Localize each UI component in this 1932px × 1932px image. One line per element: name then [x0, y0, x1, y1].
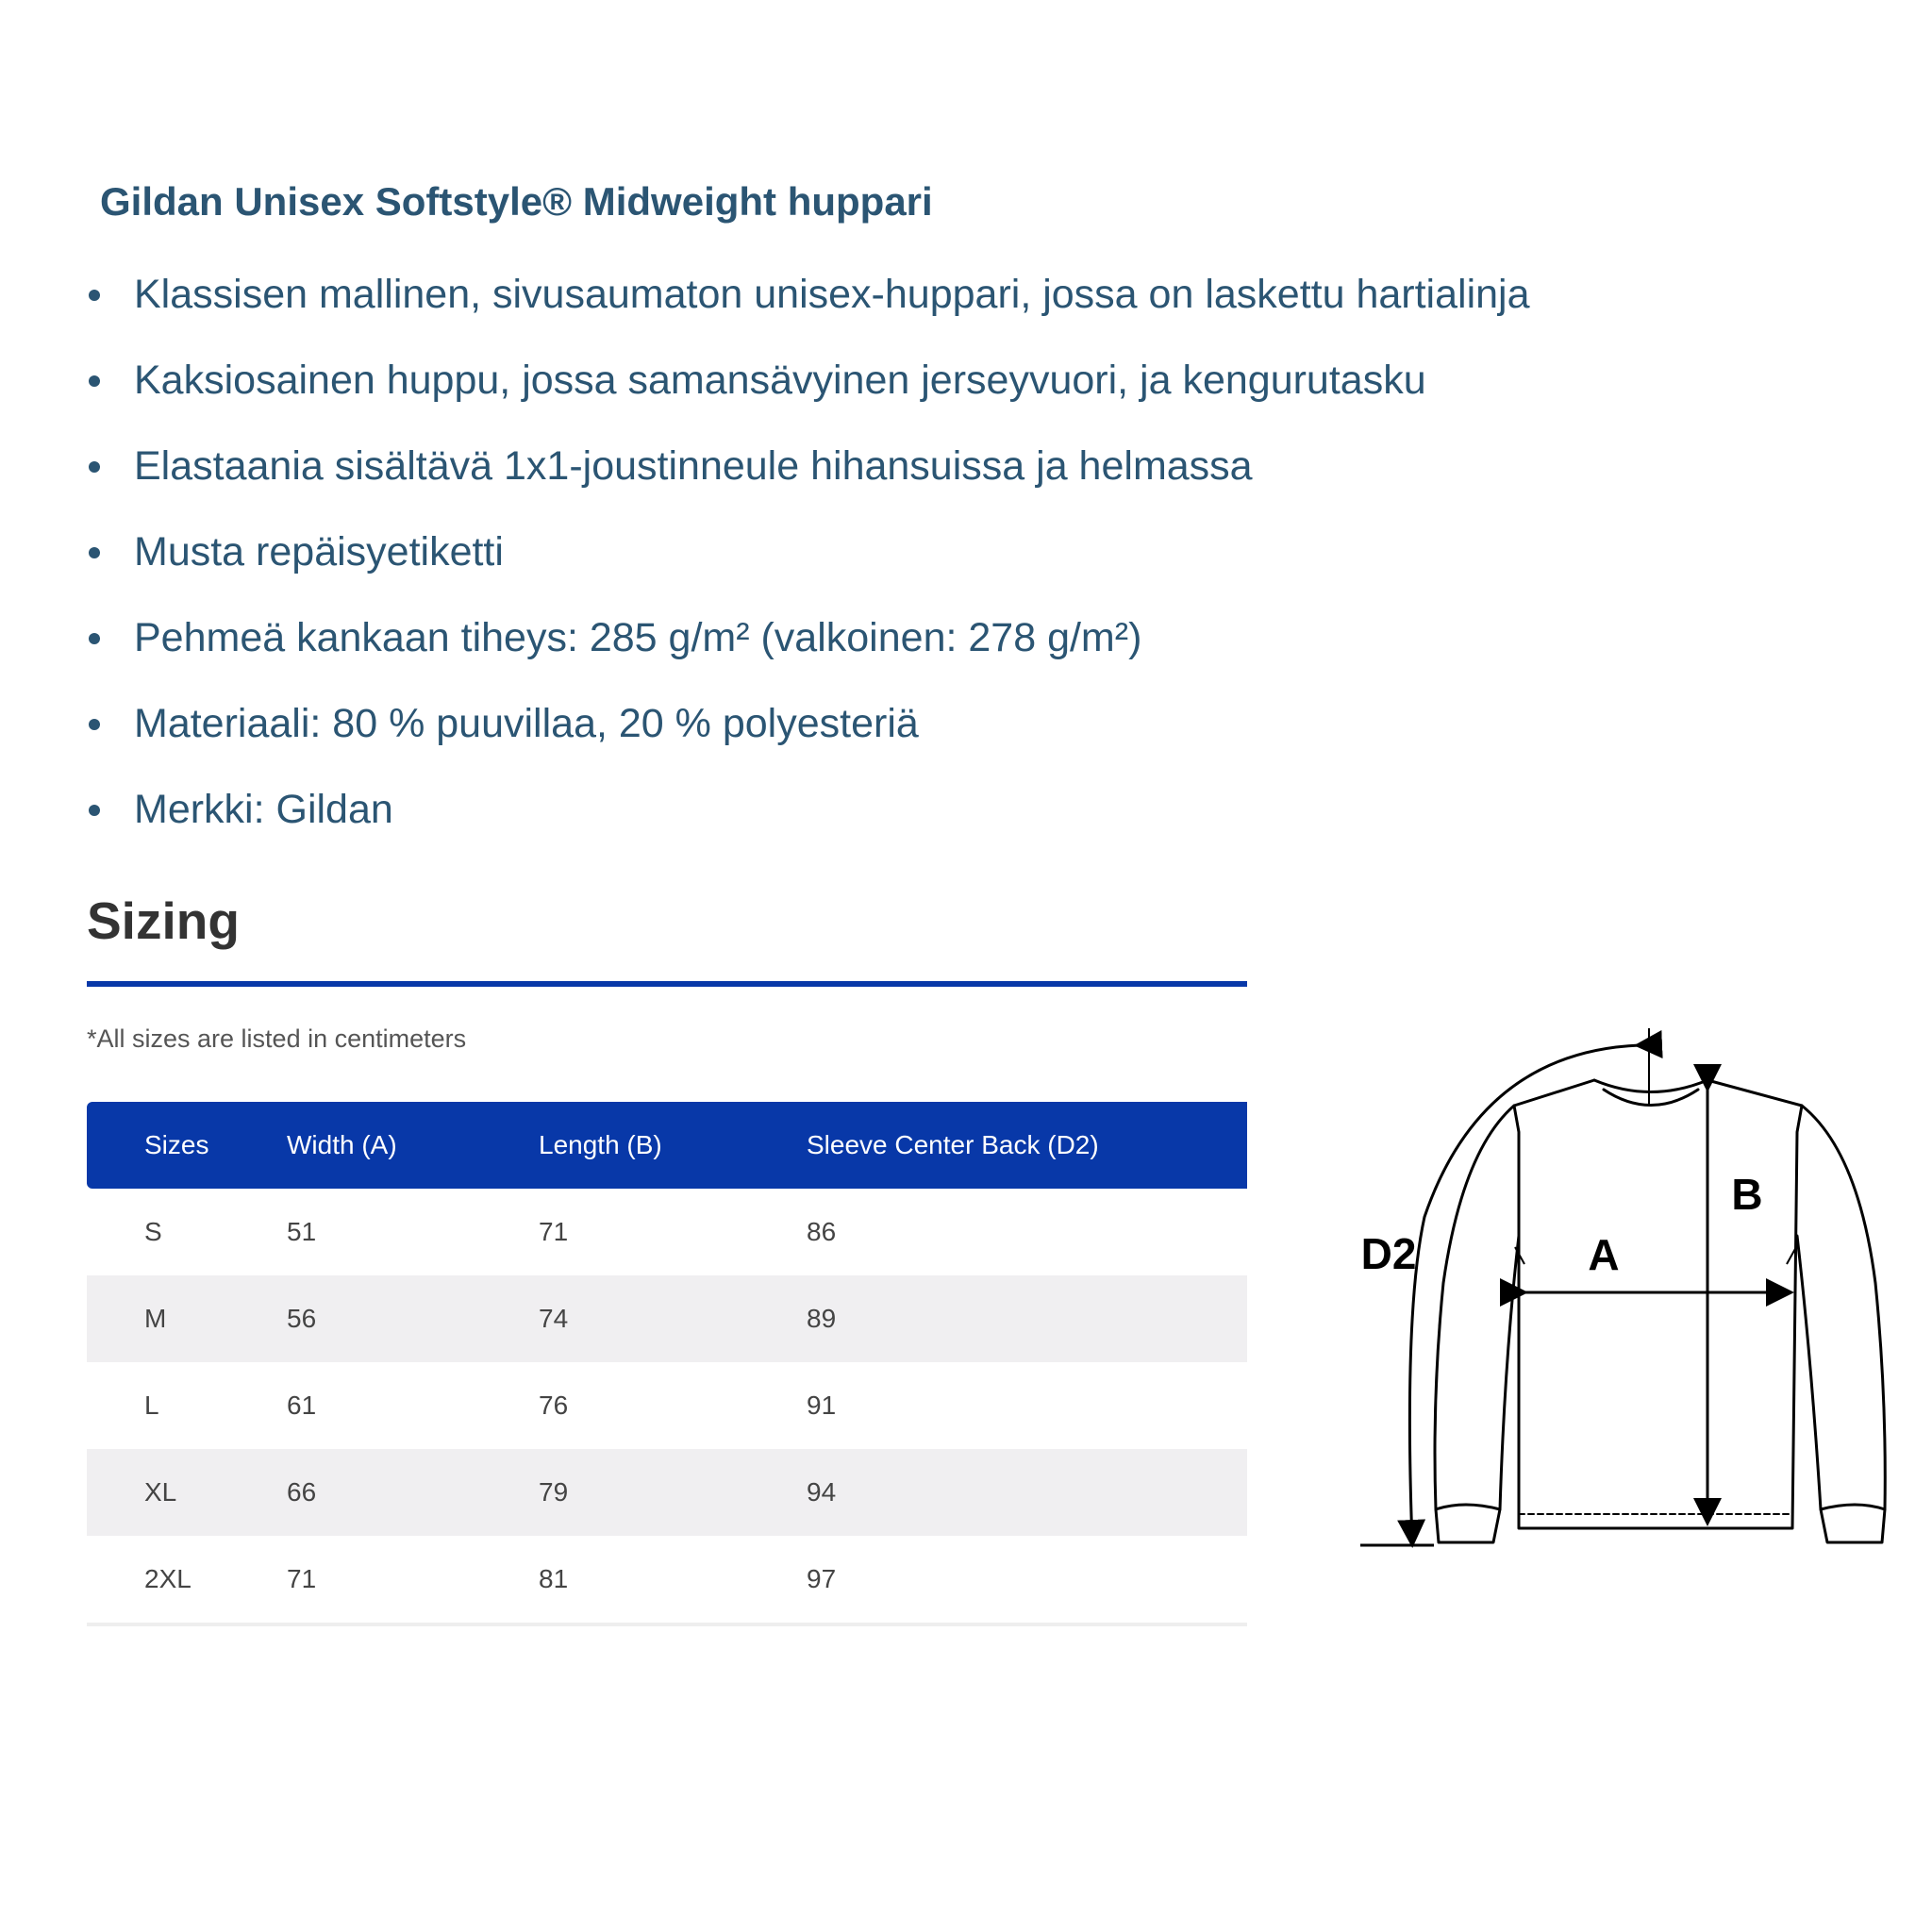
feature-item — [83, 512, 1530, 598]
header-sizes: Sizes — [144, 1130, 209, 1159]
sleeve-cell: 86 — [807, 1217, 837, 1246]
feature-item — [83, 341, 1530, 426]
feature-text: Klassisen mallinen, sivusaumaton unisex-huppari, jossa on laskettu hartialinja — [134, 272, 1530, 317]
feature-text: Musta repäisyetiketti — [134, 529, 504, 575]
bullet-icon — [89, 719, 100, 730]
sweatshirt-measurement-diagram — [1321, 1000, 1906, 1566]
sizing-divider — [87, 981, 1247, 987]
length-cell: 74 — [539, 1304, 569, 1333]
width-cell: 71 — [287, 1564, 317, 1593]
bullet-icon — [89, 633, 100, 644]
width-cell: 56 — [287, 1304, 317, 1333]
measure-lines — [1360, 1028, 1796, 1545]
feature-item — [83, 255, 1530, 341]
feature-text: Elastaania sisältävä 1x1-joustinneule hihansuissa ja helmassa — [134, 443, 1253, 489]
sleeve-cell: 97 — [807, 1564, 837, 1593]
feature-text: Merkki: Gildan — [134, 787, 393, 832]
size-cell: XL — [144, 1477, 177, 1507]
label-b: B — [1731, 1170, 1763, 1219]
width-cell: 61 — [287, 1391, 317, 1420]
length-cell: 79 — [539, 1477, 569, 1507]
table-row — [87, 1275, 1247, 1362]
feature-item — [83, 598, 1530, 684]
table-header — [87, 1102, 1247, 1189]
feature-list — [83, 255, 1530, 856]
bullet-icon — [89, 375, 100, 387]
feature-text: Pehmeä kankaan tiheys: 285 g/m² (valkoinen: 278 g/m²) — [134, 615, 1142, 660]
size-cell: M — [144, 1304, 167, 1333]
right-cuff-seam — [1821, 1505, 1885, 1509]
feature-text: Kaksiosainen huppu, jossa samansävyinen jerseyvuori, ja kengurutasku — [134, 358, 1426, 403]
bullet-icon — [89, 290, 100, 301]
header-length: Length (B) — [539, 1130, 662, 1159]
left-cuff-seam — [1436, 1505, 1500, 1509]
feature-item — [83, 770, 1530, 856]
feature-item — [83, 684, 1530, 770]
collar-outer — [1594, 1080, 1707, 1092]
header-width: Width (A) — [287, 1130, 397, 1159]
product-title: Gildan Unisex Softstyle® Midweight huppari — [100, 179, 933, 224]
table-row — [87, 1362, 1247, 1449]
sleeve-cell: 94 — [807, 1477, 837, 1507]
table-row — [87, 1189, 1247, 1275]
size-cell: 2XL — [144, 1564, 192, 1593]
size-units-note: *All sizes are listed in centimeters — [87, 1024, 467, 1053]
feature-item — [83, 426, 1530, 512]
sweatshirt-outline — [1435, 1080, 1885, 1542]
table-row — [87, 1536, 1247, 1623]
label-d2: D2 — [1360, 1229, 1417, 1278]
sleeve-cell: 89 — [807, 1304, 837, 1333]
sleeve-cell: 91 — [807, 1391, 837, 1420]
bullet-icon — [89, 547, 100, 558]
bullet-icon — [89, 461, 100, 473]
width-cell: 66 — [287, 1477, 317, 1507]
length-cell: 71 — [539, 1217, 569, 1246]
table-row — [87, 1449, 1247, 1536]
sizing-title: Sizing — [87, 891, 240, 950]
table-bottom-border — [87, 1623, 1247, 1626]
bullet-icon — [89, 805, 100, 816]
feature-text: Materiaali: 80 % puuvillaa, 20 % polyesteriä — [134, 701, 919, 746]
header-sleeve: Sleeve Center Back (D2) — [807, 1130, 1099, 1159]
width-cell: 51 — [287, 1217, 317, 1246]
size-cell: S — [144, 1217, 162, 1246]
size-table — [87, 1102, 1247, 1626]
length-cell: 76 — [539, 1391, 569, 1420]
length-cell: 81 — [539, 1564, 569, 1593]
label-a: A — [1588, 1230, 1620, 1279]
size-cell: L — [144, 1391, 159, 1420]
